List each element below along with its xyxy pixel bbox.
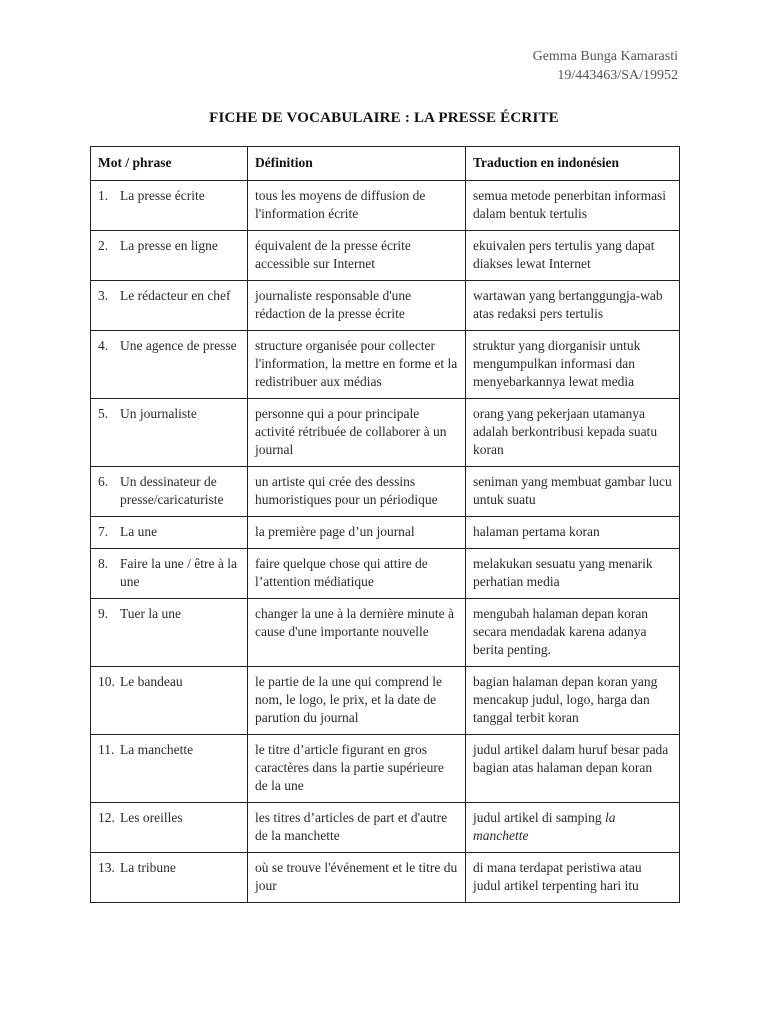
word-text: La une <box>120 524 158 539</box>
word-text: Les oreilles <box>120 810 183 825</box>
definition-cell: où se trouve l'événement et le titre du jour <box>248 853 466 903</box>
row-number: 5. <box>98 406 109 421</box>
row-number: 13. <box>98 860 115 875</box>
definition-cell: journaliste responsable d'une rédaction de la presse écrite <box>248 281 466 331</box>
word-cell <box>91 281 248 331</box>
row-number: 11. <box>98 742 115 757</box>
table-row <box>91 853 680 903</box>
table-row <box>91 517 680 549</box>
definition-cell: personne qui a pour principale activité rétribuée de collaborer à un journal <box>248 399 466 467</box>
definition-cell: un artiste qui crée des dessins humoristiques pour un périodique <box>248 467 466 517</box>
word-cell <box>91 549 248 599</box>
table-row <box>91 231 680 281</box>
word-cell <box>91 599 248 667</box>
table-row <box>91 667 680 735</box>
word-cell <box>91 803 248 853</box>
word-cell <box>91 517 248 549</box>
word-cell <box>91 181 248 231</box>
translation-cell: halaman pertama koran <box>466 517 680 549</box>
word-text: Un journaliste <box>120 406 197 421</box>
row-number: 1. <box>98 188 109 203</box>
word-text: La tribune <box>120 860 176 875</box>
word-cell <box>91 331 248 399</box>
word-text: Le rédacteur en chef <box>120 288 231 303</box>
translation-cell: di mana terdapat peristiwa atau judul artikel terpenting hari itu <box>466 853 680 903</box>
table-row <box>91 735 680 803</box>
definition-cell: la première page d’un journal <box>248 517 466 549</box>
row-number: 9. <box>98 606 109 621</box>
word-text: Une agence de presse <box>120 338 237 353</box>
translation-cell: mengubah halaman depan koran secara mendadak karena adanya berita penting. <box>466 599 680 667</box>
table-row <box>91 467 680 517</box>
page-title: FICHE DE VOCABULAIRE : LA PRESSE ÉCRITE <box>209 110 559 126</box>
row-number: 6. <box>98 474 109 489</box>
table-row <box>91 803 680 853</box>
translation-italic-text: la manchette <box>473 810 616 843</box>
table-row <box>91 331 680 399</box>
definition-cell: changer la une à la dernière minute à cause d'une importante nouvelle <box>248 599 466 667</box>
table-row <box>91 181 680 231</box>
word-text: Tuer la une <box>120 606 181 621</box>
word-text: La manchette <box>120 742 194 757</box>
word-cell <box>91 467 248 517</box>
vocabulary-table <box>90 146 680 903</box>
translation-cell: ekuivalen pers tertulis yang dapat diakses lewat Internet <box>466 231 680 281</box>
table-row <box>91 599 680 667</box>
translation-cell: bagian halaman depan koran yang mencakup judul, logo, harga dan tanggal terbit koran <box>466 667 680 735</box>
translation-cell: wartawan yang bertanggungja-wab atas redaksi pers tertulis <box>466 281 680 331</box>
translation-cell: melakukan sesuatu yang menarik perhatian media <box>466 549 680 599</box>
translation-cell: seniman yang membuat gambar lucu untuk suatu <box>466 467 680 517</box>
word-cell <box>91 667 248 735</box>
definition-cell: structure organisée pour collecter l'information, la mettre en forme et la redistribuer aux médias <box>248 331 466 399</box>
row-number: 3. <box>98 288 109 303</box>
table-row <box>91 549 680 599</box>
definition-cell: faire quelque chose qui attire de l’attention médiatique <box>248 549 466 599</box>
word-text: Un dessinateur de presse/caricaturiste <box>120 474 224 507</box>
student-id: 19/443463/SA/19952 <box>557 68 678 83</box>
word-cell <box>91 853 248 903</box>
row-number: 8. <box>98 556 109 571</box>
word-text: La presse en ligne <box>120 238 218 253</box>
word-text: La presse écrite <box>120 188 205 203</box>
translation-text: judul artikel di samping <box>473 810 605 825</box>
translation-cell: orang yang pekerjaan utamanya adalah berkontribusi kepada suatu koran <box>466 399 680 467</box>
word-cell <box>91 735 248 803</box>
header-definition: Définition <box>248 147 466 181</box>
row-number: 10. <box>98 674 115 689</box>
author-name: Gemma Bunga Kamarasti <box>532 49 678 64</box>
translation-cell <box>466 803 680 853</box>
table-row <box>91 281 680 331</box>
definition-cell: tous les moyens de diffusion de l'information écrite <box>248 181 466 231</box>
header-word: Mot / phrase <box>91 147 248 181</box>
table-row <box>91 399 680 467</box>
row-number: 7. <box>98 524 109 539</box>
row-number: 2. <box>98 238 109 253</box>
translation-cell: struktur yang diorganisir untuk mengumpulkan informasi dan menyebarkannya lewat media <box>466 331 680 399</box>
definition-cell: le titre d’article figurant en gros caractères dans la partie supérieure de la une <box>248 735 466 803</box>
row-number: 12. <box>98 810 115 825</box>
definition-cell: les titres d’articles de part et d'autre de la manchette <box>248 803 466 853</box>
definition-cell: équivalent de la presse écrite accessible sur Internet <box>248 231 466 281</box>
translation-cell: judul artikel dalam huruf besar pada bagian atas halaman depan koran <box>466 735 680 803</box>
word-text: Faire la une / être à la une <box>120 556 237 589</box>
author-block <box>533 47 678 85</box>
word-text: Le bandeau <box>120 674 183 689</box>
word-cell <box>91 399 248 467</box>
header-translation: Traduction en indonésien <box>466 147 680 181</box>
table-header-row <box>91 147 680 181</box>
definition-cell: le partie de la une qui comprend le nom, le logo, le prix, et la date de parution du journal <box>248 667 466 735</box>
row-number: 4. <box>98 338 109 353</box>
word-cell <box>91 231 248 281</box>
translation-cell: semua metode penerbitan informasi dalam bentuk tertulis <box>466 181 680 231</box>
